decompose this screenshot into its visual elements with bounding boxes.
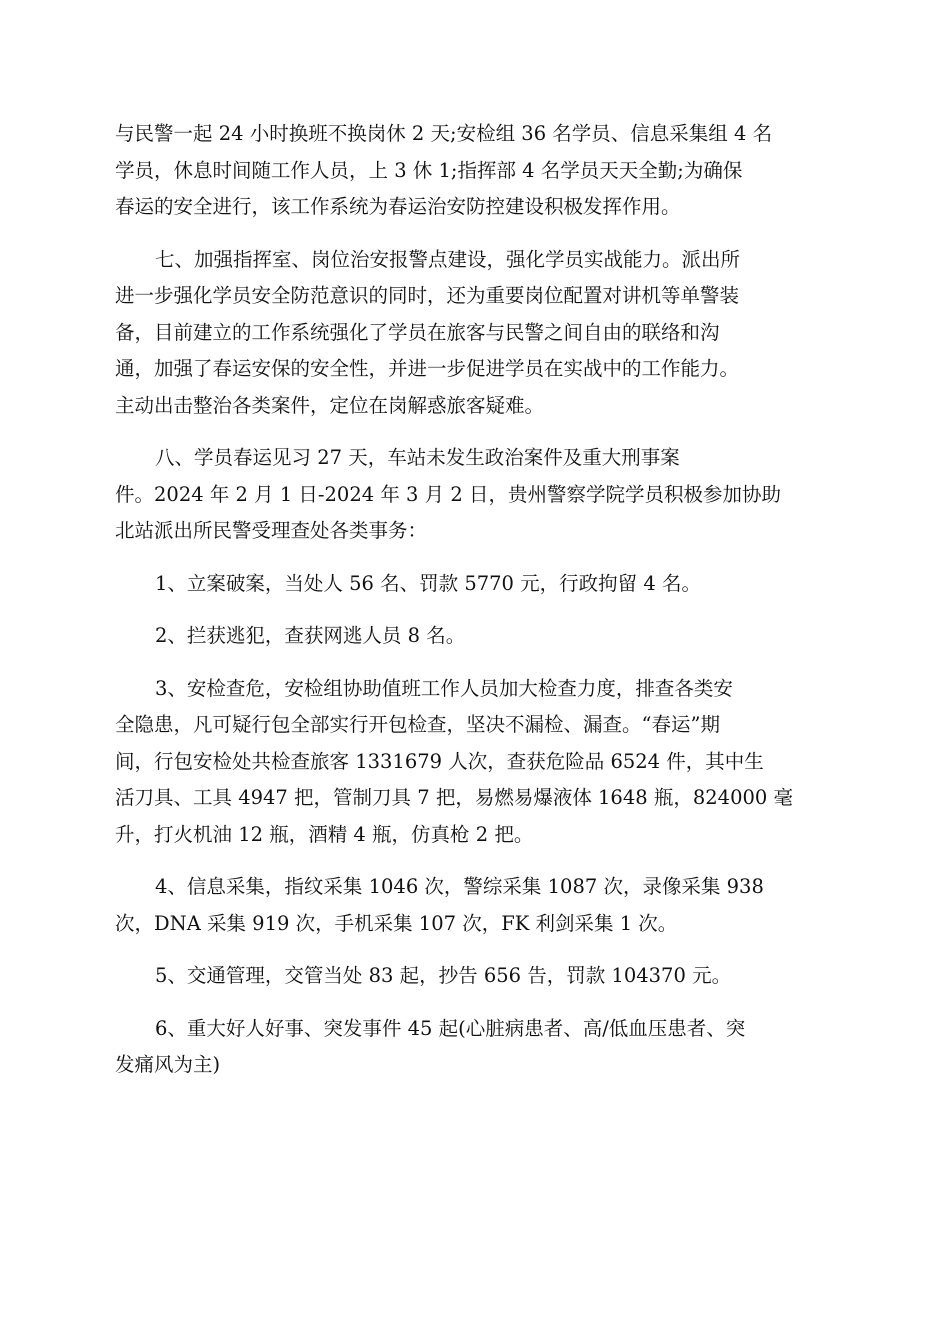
paragraph-item-8 [115, 440, 835, 550]
paragraph-sub-6 [115, 1011, 835, 1084]
text-line: 八、学员春运见习 27 天，车站未发生政治案件及重大刑事案 [155, 446, 680, 469]
text-line: 进一步强化学员安全防范意识的同时，还为重要岗位配置对讲机等单警装 [115, 284, 740, 307]
text-line: 主动出击整治各类案件，定位在岗解惑旅客疑难。 [115, 393, 545, 417]
text-line: 春运的安全进行，该工作系统为春运治安防控建设积极发挥作用。 [115, 195, 681, 218]
text-line: 学员，休息时间随工作人员，上 3 休 1;指挥部 4 名学员天天全勤;为确保 [115, 158, 743, 182]
text-line: 通，加强了春运安保的安全性，并进一步促进学员在实战中的工作能力。 [115, 357, 740, 380]
paragraph-sub-3 [115, 671, 835, 854]
text-line: 件。2024 年 2 月 1 日-2024 年 3 月 2 日，贵州警察学院学员积极参加协助 [115, 482, 781, 506]
text-line: 2、拦获逃犯，查获网逃人员 8 名。 [155, 624, 466, 647]
text-line: 5、交通管理，交管当处 83 起，抄告 656 告，罚款 104370 元。 [155, 964, 732, 987]
document-page [115, 116, 835, 1084]
text-line: 七、加强指挥室、岗位治安报警点建设，强化学员实战能力。派出所 [155, 247, 741, 271]
text-line: 6、重大好人好事、突发事件 45 起(心脏病患者、高/低血压患者、突 [155, 1016, 746, 1040]
paragraph-continuation [115, 116, 835, 226]
text-line: 发痛风为主) [115, 1053, 221, 1076]
text-line: 与民警一起 24 小时换班不换岗休 2 天;安检组 36 名学员、信息采集组 4 名 [115, 122, 773, 145]
text-line: 活刀具、工具 4947 把，管制刀具 7 把，易燃易爆液体 1648 瓶，824000 毫 [115, 786, 793, 809]
text-line: 升，打火机油 12 瓶，酒精 4 瓶，仿真枪 2 把。 [115, 822, 534, 846]
text-line: 间，行包安检处共检查旅客 1331679 人次，查获危险品 6524 件，其中生 [115, 749, 764, 773]
text-line: 次，DNA 采集 919 次，手机采集 107 次，FK 利剑采集 1 次。 [115, 911, 678, 935]
text-line: 3、安检查危，安检组协助值班工作人员加大检查力度，排查各类安 [155, 676, 733, 700]
paragraph-sub-5 [115, 958, 835, 995]
text-line: 备，目前建立的工作系统强化了学员在旅客与民警之间自由的联络和沟 [115, 320, 720, 344]
paragraph-item-7 [115, 242, 835, 425]
text-line: 全隐患，凡可疑行包全部实行开包检查，坚决不漏检、漏查。“春运”期 [115, 713, 720, 736]
text-line: 1、立案破案，当处人 56 名、罚款 5770 元，行政拘留 4 名。 [155, 571, 701, 595]
paragraph-sub-1 [115, 566, 835, 603]
paragraph-sub-2 [115, 618, 835, 655]
text-line: 4、信息采集，指纹采集 1046 次，警综采集 1087 次，录像采集 938 [155, 875, 764, 898]
paragraph-sub-4 [115, 869, 835, 942]
text-line: 北站派出所民警受理查处各类事务： [115, 519, 428, 542]
